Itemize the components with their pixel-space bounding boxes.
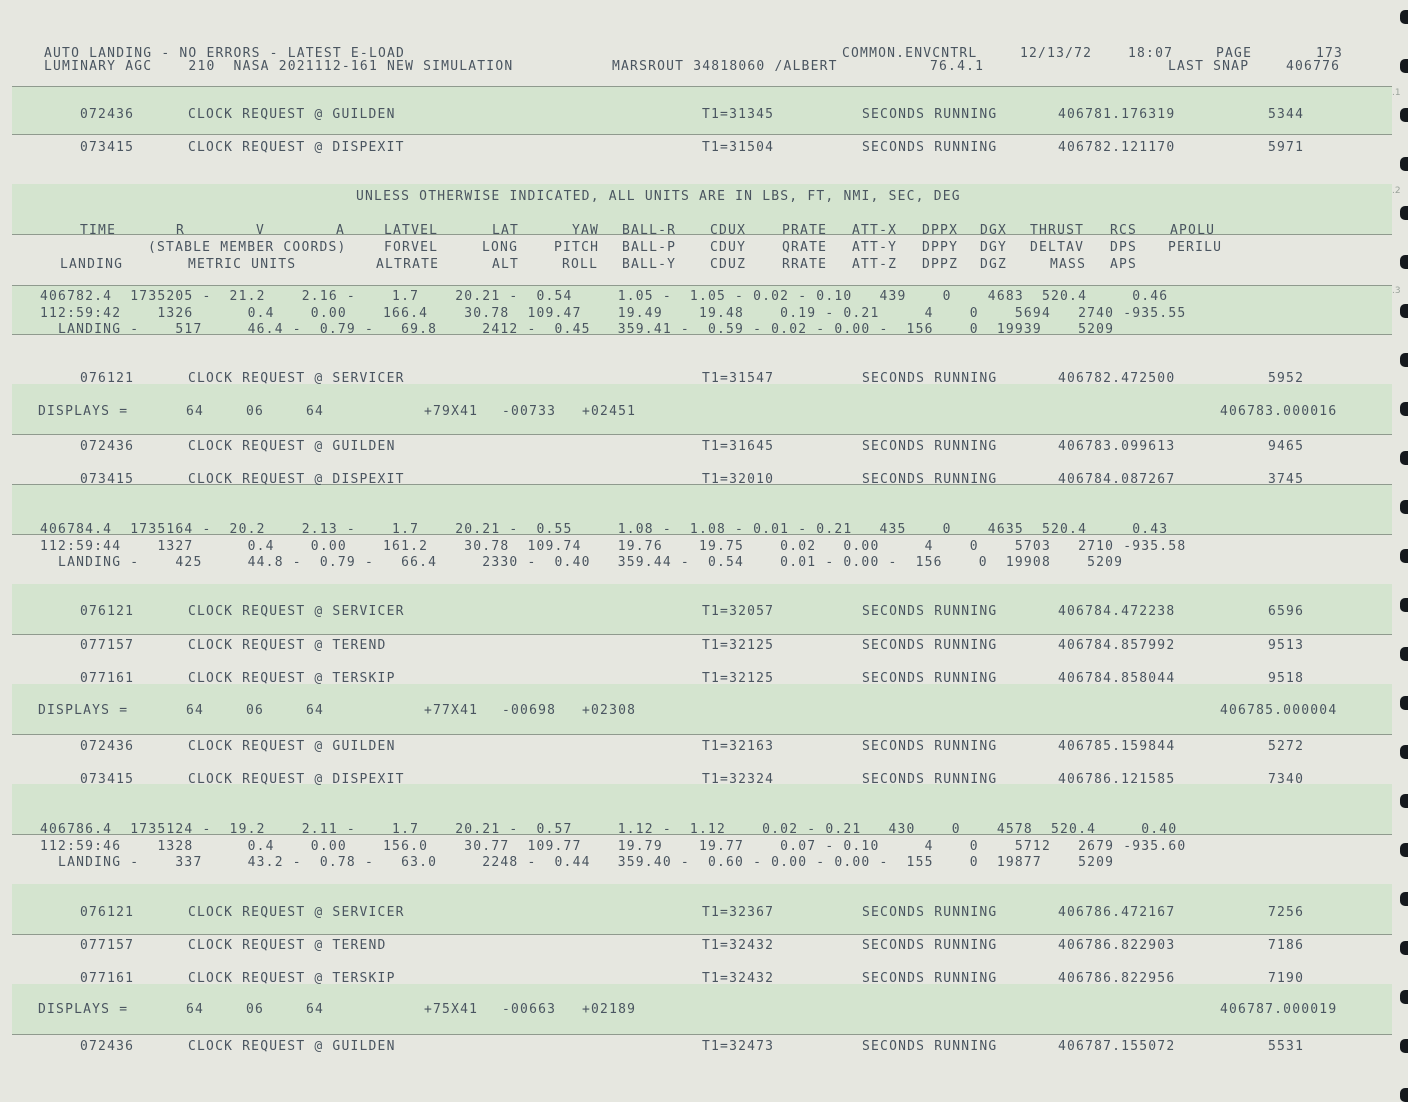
clock-row-status: SECONDS RUNNING <box>862 739 998 754</box>
clock-row-text: CLOCK REQUEST @ GUILDEN <box>188 739 396 754</box>
col-dgy: DGY <box>980 240 1008 255</box>
separator <box>12 734 1392 735</box>
col-dppx: DPPX <box>922 223 959 238</box>
col-cduz: CDUZ <box>710 257 747 272</box>
margin-tick: .3 <box>1392 286 1401 296</box>
col-dgz: DGZ <box>980 257 1008 272</box>
landing-data-line: LANDING - 517 46.4 - 0.79 - 69.8 2412 - 0.45 359.41 - 0.59 - 0.02 - 0.00 - 156 0 19939 5209 <box>40 322 1115 337</box>
clock-row-code: 076121 <box>80 905 135 920</box>
displays-value-a: 64 <box>186 404 205 419</box>
col-dppy: DPPY <box>922 240 959 255</box>
tractor-hole <box>1400 990 1408 1004</box>
col-mass: MASS <box>1050 257 1087 272</box>
displays-value-a: 64 <box>186 1002 205 1017</box>
tractor-hole <box>1400 843 1408 857</box>
clock-row-status: SECONDS RUNNING <box>862 472 998 487</box>
clock-row-text: CLOCK REQUEST @ SERVICER <box>188 371 405 386</box>
clock-row-number: 5952 <box>1268 371 1305 386</box>
header-subtitle: LUMINARY AGC 210 NASA 2021112-161 NEW SIMULATION <box>44 59 514 74</box>
col-dps: DPS <box>1110 240 1138 255</box>
displays-timestamp: 406783.000016 <box>1220 404 1338 419</box>
clock-row-status: SECONDS RUNNING <box>862 140 998 155</box>
clock-row-t1: T1=32125 <box>702 638 775 653</box>
clock-row-status: SECONDS RUNNING <box>862 439 998 454</box>
tractor-hole <box>1400 59 1408 73</box>
clock-row-value: 406786.121585 <box>1058 772 1176 787</box>
clock-row-code: 077157 <box>80 638 135 653</box>
clock-row-number: 9513 <box>1268 638 1305 653</box>
tractor-hole <box>1400 647 1408 661</box>
col-a: A <box>336 223 346 238</box>
col-forvel: FORVEL <box>384 240 439 255</box>
displays-value-c: 64 <box>306 703 325 718</box>
clock-row-number: 6596 <box>1268 604 1305 619</box>
col-lat: LAT <box>492 223 520 238</box>
clock-row-text: CLOCK REQUEST @ DISPEXIT <box>188 772 405 787</box>
clock-row-t1: T1=32432 <box>702 971 775 986</box>
col-ball-p: BALL-P <box>622 240 677 255</box>
col-cduy: CDUY <box>710 240 747 255</box>
clock-row-number: 5531 <box>1268 1039 1305 1054</box>
displays-timestamp: 406785.000004 <box>1220 703 1338 718</box>
clock-row-value: 406783.099613 <box>1058 439 1176 454</box>
clock-row-text: CLOCK REQUEST @ DISPEXIT <box>188 140 405 155</box>
col-long: LONG <box>482 240 519 255</box>
landing-data-line: 112:59:46 1328 0.4 0.00 156.0 30.77 109.77 19.79 19.77 0.07 - 0.10 4 0 5712 2679 -935.60 <box>40 838 1187 854</box>
tractor-hole <box>1400 1088 1408 1102</box>
displays-label: DISPLAYS = <box>38 404 129 419</box>
clock-row-text: CLOCK REQUEST @ SERVICER <box>188 905 405 920</box>
col-pitch: PITCH <box>554 240 600 255</box>
displays-value-f: +02451 <box>582 404 637 419</box>
clock-row-t1: T1=31504 <box>702 140 775 155</box>
clock-row-code: 073415 <box>80 140 135 155</box>
col-deltav: DELTAV <box>1030 240 1085 255</box>
col-aps: APS <box>1110 257 1138 272</box>
displays-value-d: +75X41 <box>424 1002 479 1017</box>
tractor-hole <box>1400 304 1408 318</box>
header-version: 76.4.1 <box>930 59 985 74</box>
col-metric-units: METRIC UNITS <box>188 257 297 272</box>
clock-row-value: 406782.472500 <box>1058 371 1176 386</box>
col-apolu: APOLU <box>1170 223 1216 238</box>
displays-value-b: 06 <box>246 1002 265 1017</box>
tractor-hole <box>1400 206 1408 220</box>
margin-tick: .1 <box>1392 88 1401 98</box>
clock-row-status: SECONDS RUNNING <box>862 671 998 686</box>
landing-data-line: 112:59:42 1326 0.4 0.00 166.4 30.78 109.47 19.49 19.48 0.19 - 0.21 4 0 5694 2740 -935.55 <box>40 305 1187 321</box>
clock-row-value: 406784.087267 <box>1058 472 1176 487</box>
col-qrate: QRATE <box>782 240 828 255</box>
displays-value-c: 64 <box>306 404 325 419</box>
margin-tick: .2 <box>1392 186 1401 196</box>
header-page-number: 173 <box>1316 46 1344 61</box>
clock-row-value: 406784.858044 <box>1058 671 1176 686</box>
tractor-hole <box>1400 451 1408 465</box>
clock-row-number: 5272 <box>1268 739 1305 754</box>
clock-row-code: 077161 <box>80 671 135 686</box>
header-last-snap-label: LAST SNAP <box>1168 59 1250 74</box>
clock-row-t1: T1=32010 <box>702 472 775 487</box>
col-roll: ROLL <box>562 257 599 272</box>
displays-value-e: -00698 <box>502 703 557 718</box>
col-att-y: ATT-Y <box>852 240 898 255</box>
paper-band <box>12 984 1392 1034</box>
header-last-snap-value: 406776 <box>1286 59 1341 74</box>
clock-row-code: 077161 <box>80 971 135 986</box>
clock-row-t1: T1=32163 <box>702 739 775 754</box>
col-dgx: DGX <box>980 223 1008 238</box>
tractor-hole <box>1400 794 1408 808</box>
tractor-hole <box>1400 157 1408 171</box>
clock-row-text: CLOCK REQUEST @ GUILDEN <box>188 107 396 122</box>
col-cdux: CDUX <box>710 223 747 238</box>
col-alt: ALT <box>492 257 520 272</box>
col-stable-member: (STABLE MEMBER COORDS) <box>148 240 347 255</box>
col-altrate: ALTRATE <box>376 257 440 272</box>
clock-row-status: SECONDS RUNNING <box>862 938 998 953</box>
landing-data-line: 406782.4 1735205 - 21.2 2.16 - 1.7 20.21 - 0.54 1.05 - 1.05 - 0.02 - 0.10 439 0 4683 520.4 0.46 <box>40 289 1169 304</box>
col-rrate: RRATE <box>782 257 828 272</box>
displays-value-d: +77X41 <box>424 703 479 718</box>
col-r: R <box>176 223 186 238</box>
separator <box>12 434 1392 435</box>
clock-row-value: 406781.176319 <box>1058 107 1176 122</box>
clock-row-status: SECONDS RUNNING <box>862 905 998 920</box>
clock-row-t1: T1=32057 <box>702 604 775 619</box>
col-v: V <box>256 223 266 238</box>
clock-row-number: 9465 <box>1268 439 1305 454</box>
clock-row-code: 072436 <box>80 1039 135 1054</box>
clock-row-t1: T1=32473 <box>702 1039 775 1054</box>
clock-row-code: 073415 <box>80 472 135 487</box>
separator <box>12 634 1392 635</box>
clock-row-text: CLOCK REQUEST @ GUILDEN <box>188 439 396 454</box>
clock-row-text: CLOCK REQUEST @ GUILDEN <box>188 1039 396 1054</box>
landing-data-line: 112:59:44 1327 0.4 0.00 161.2 30.78 109.74 19.76 19.75 0.02 0.00 4 0 5703 2710 -935.58 <box>40 538 1187 554</box>
col-att-x: ATT-X <box>852 223 898 238</box>
displays-value-c: 64 <box>306 1002 325 1017</box>
landing-data-line: LANDING - 425 44.8 - 0.79 - 66.4 2330 - 0.40 359.44 - 0.54 0.01 - 0.00 - 156 0 19908 5209 <box>40 555 1124 570</box>
col-att-z: ATT-Z <box>852 257 898 272</box>
displays-value-f: +02308 <box>582 703 637 718</box>
header-time: 18:07 <box>1128 46 1174 61</box>
clock-row-t1: T1=32125 <box>702 671 775 686</box>
clock-row-t1: T1=31547 <box>702 371 775 386</box>
clock-row-value: 406785.159844 <box>1058 739 1176 754</box>
clock-row-number: 5344 <box>1268 107 1305 122</box>
clock-row-code: 076121 <box>80 604 135 619</box>
clock-row-text: CLOCK REQUEST @ SERVICER <box>188 604 405 619</box>
separator <box>12 934 1392 935</box>
tractor-hole <box>1400 549 1408 563</box>
col-time: TIME <box>80 223 117 238</box>
clock-row-value: 406786.822903 <box>1058 938 1176 953</box>
clock-row-number: 5971 <box>1268 140 1305 155</box>
clock-row-code: 072436 <box>80 107 135 122</box>
clock-row-code: 076121 <box>80 371 135 386</box>
displays-value-b: 06 <box>246 404 265 419</box>
separator <box>12 1034 1392 1035</box>
clock-row-number: 7190 <box>1268 971 1305 986</box>
clock-row-status: SECONDS RUNNING <box>862 638 998 653</box>
units-note: UNLESS OTHERWISE INDICATED, ALL UNITS ARE IN LBS, FT, NMI, SEC, DEG <box>356 189 961 204</box>
tractor-hole <box>1400 10 1408 24</box>
clock-row-t1: T1=32324 <box>702 772 775 787</box>
landing-data-line: LANDING - 337 43.2 - 0.78 - 63.0 2248 - 0.44 359.40 - 0.60 - 0.00 - 0.00 - 155 0 19877 5209 <box>40 855 1115 870</box>
separator <box>12 285 1392 286</box>
clock-row-status: SECONDS RUNNING <box>862 107 998 122</box>
clock-row-status: SECONDS RUNNING <box>862 971 998 986</box>
tractor-hole <box>1400 353 1408 367</box>
clock-row-text: CLOCK REQUEST @ TEREND <box>188 638 387 653</box>
col-perilu: PERILU <box>1168 240 1223 255</box>
clock-row-value: 406787.155072 <box>1058 1039 1176 1054</box>
displays-value-d: +79X41 <box>424 404 479 419</box>
col-latvel: LATVEL <box>384 223 439 238</box>
displays-timestamp: 406787.000019 <box>1220 1002 1338 1017</box>
clock-row-number: 7340 <box>1268 772 1305 787</box>
clock-row-number: 7186 <box>1268 938 1305 953</box>
paper-band <box>12 384 1392 434</box>
clock-row-number: 7256 <box>1268 905 1305 920</box>
tractor-hole <box>1400 500 1408 514</box>
header-title: AUTO LANDING - NO ERRORS - LATEST E-LOAD <box>44 46 406 61</box>
clock-row-code: 073415 <box>80 772 135 787</box>
clock-row-t1: T1=32367 <box>702 905 775 920</box>
clock-row-code: 072436 <box>80 739 135 754</box>
clock-row-value: 406786.822956 <box>1058 971 1176 986</box>
tractor-hole <box>1400 402 1408 416</box>
col-yaw: YAW <box>572 223 600 238</box>
clock-row-text: CLOCK REQUEST @ TERSKIP <box>188 971 396 986</box>
clock-row-text: CLOCK REQUEST @ TERSKIP <box>188 671 396 686</box>
clock-row-value: 406784.472238 <box>1058 604 1176 619</box>
clock-row-text: CLOCK REQUEST @ DISPEXIT <box>188 472 405 487</box>
clock-row-status: SECONDS RUNNING <box>862 371 998 386</box>
tractor-hole <box>1400 255 1408 269</box>
col-prate: PRATE <box>782 223 828 238</box>
tractor-hole <box>1400 696 1408 710</box>
header-page-label: PAGE <box>1216 46 1253 61</box>
clock-row-t1: T1=31345 <box>702 107 775 122</box>
clock-row-text: CLOCK REQUEST @ TEREND <box>188 938 387 953</box>
landing-data-line: 406784.4 1735164 - 20.2 2.13 - 1.7 20.21 - 0.55 1.08 - 1.08 - 0.01 - 0.21 435 0 4635 520.4 0.43 <box>40 522 1169 537</box>
clock-row-value: 406786.472167 <box>1058 905 1176 920</box>
clock-row-number: 3745 <box>1268 472 1305 487</box>
tractor-hole <box>1400 598 1408 612</box>
col-dppz: DPPZ <box>922 257 959 272</box>
tractor-hole <box>1400 1039 1408 1053</box>
displays-label: DISPLAYS = <box>38 703 129 718</box>
displays-value-f: +02189 <box>582 1002 637 1017</box>
col-rcs: RCS <box>1110 223 1138 238</box>
displays-value-a: 64 <box>186 703 205 718</box>
displays-value-e: -00733 <box>502 404 557 419</box>
tractor-hole <box>1400 108 1408 122</box>
col-landing: LANDING <box>60 257 124 272</box>
separator <box>12 86 1392 87</box>
tractor-hole <box>1400 892 1408 906</box>
displays-value-e: -00663 <box>502 1002 557 1017</box>
clock-row-status: SECONDS RUNNING <box>862 604 998 619</box>
tractor-hole <box>1400 745 1408 759</box>
displays-value-b: 06 <box>246 703 265 718</box>
clock-row-t1: T1=31645 <box>702 439 775 454</box>
clock-row-code: 077157 <box>80 938 135 953</box>
separator <box>12 134 1392 135</box>
col-thrust: THRUST <box>1030 223 1085 238</box>
paper-band <box>12 684 1392 734</box>
header-common: COMMON.ENVCNTRL <box>842 46 978 61</box>
clock-row-code: 072436 <box>80 439 135 454</box>
displays-label: DISPLAYS = <box>38 1002 129 1017</box>
col-ball-r: BALL-R <box>622 223 677 238</box>
header-date: 12/13/72 <box>1020 46 1093 61</box>
clock-row-status: SECONDS RUNNING <box>862 772 998 787</box>
header-marsrout: MARSROUT 34818060 /ALBERT <box>612 59 838 74</box>
clock-row-t1: T1=32432 <box>702 938 775 953</box>
tractor-hole <box>1400 941 1408 955</box>
landing-data-line: 406786.4 1735124 - 19.2 2.11 - 1.7 20.21 - 0.57 1.12 - 1.12 0.02 - 0.21 430 0 4578 520.4 0.40 <box>40 822 1178 837</box>
clock-row-value: 406784.857992 <box>1058 638 1176 653</box>
clock-row-value: 406782.121170 <box>1058 140 1176 155</box>
col-ball-y: BALL-Y <box>622 257 677 272</box>
clock-row-number: 9518 <box>1268 671 1305 686</box>
clock-row-status: SECONDS RUNNING <box>862 1039 998 1054</box>
